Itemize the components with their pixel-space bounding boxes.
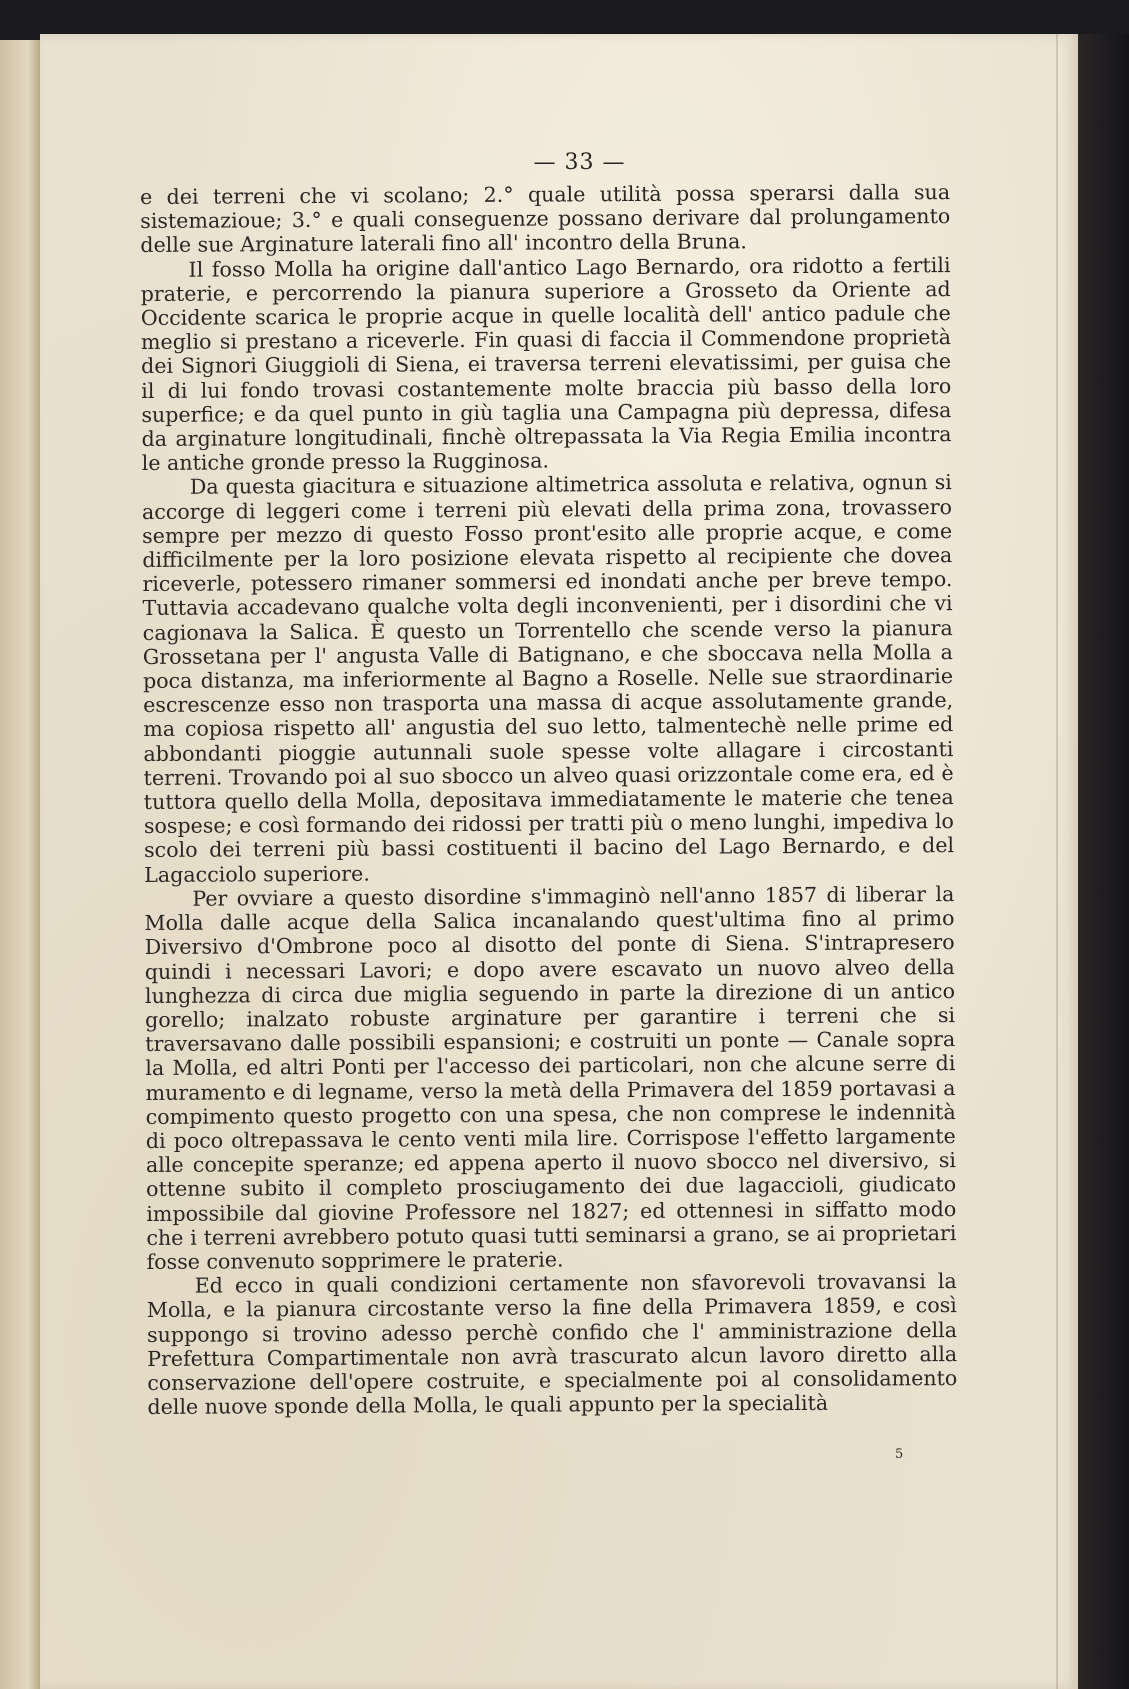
- paragraph-2: Il fosso Molla ha origine dall'antico Lago Bernardo, ora ridotto a fertili praterie, e percorrendo la pianura superiore a Grosseto da Oriente ad Occidente scarica le proprie acque in quelle località dell' antico padule che meglio si prestano a riceverle. Fin quasi di faccia il Commendone proprietà dei Signori Giuggioli di Siena, ei traversa terreni elevatissimi, per guisa che il di lui fondo trovasi costantemente molte braccia più basso della loro superfice; e da quel punto in giù taglia una Campagna più depressa, difesa da arginature longitudinali, finchè oltrepassata la Via Regia Emilia incontra le antiche gronde presso la Rugginosa.: [140, 252, 952, 476]
- page-fold-line: [1056, 34, 1058, 1689]
- page-number: — 33 —: [533, 150, 626, 175]
- background-margin: [1078, 34, 1129, 1689]
- paragraph-1: e dei terreni che vi scolano; 2.° quale utilità possa sperarsi dalla sua sistemazioue; 3.° e quali conseguenze possano derivare dal prolungamento delle sue Arginature laterali fino all' incontro della Bruna.: [140, 180, 951, 258]
- previous-page-edge: [0, 40, 40, 1689]
- signature-mark: 5: [895, 1447, 904, 1462]
- body-text: [140, 180, 958, 1419]
- paragraph-5: Ed ecco in quali condizioni certamente non sfavorevoli trovavansi la Molla, e la pianura circostante verso la fine della Primavera 1859, e così suppongo si trovino adesso perchè confido che l' amministrazione della Prefettura Compartimentale non avrà trascurato alcun lavoro diretto alla conservazione dell'opere costruite, e specialmente poi al consolidamento delle nuove sponde della Molla, le quali appunto per la specialità: [146, 1269, 958, 1420]
- paragraph-3: Da questa giacitura e situazione altimetrica assoluta e relativa, ognun si accorge di leggeri come i terreni più elevati della prima zona, trovassero sempre per mezzo di questo Fosso pront'esito alle proprie acque, e come difficilmente per la loro posizione elevata rispetto al recipiente che dovea riceverle, potessero rimaner sommersi ed inondati anche per breve tempo. Tuttavia accadevano qualche volta degli inconvenienti, per i disordini che vi cagionava la Salica. È questo un Torrentello che scende verso la pianura Grossetana per l' angusta Valle di Batignano, e che sboccava nella Molla a poca distanza, ma inferiormente al Bagno a Roselle. Nelle sue straordinarie escrescenze esso non trasporta una massa di acque assolutamente grande, ma copiosa rispetto all' angustia del suo letto, talmentechè nelle prime ed abbondanti pioggie autunnali suole spesse volte allagare i circostanti terreni. Trovando poi al suo sbocco un alveo quasi orizzontale come era, ed è tuttora quello della Molla, depositava immediatamente le materie che tenea sospese; e così formando dei ridossi per tratti più o meno lunghi, impediva lo scolo dei terreni più bassi costituenti il bacino del Lago Bernardo, e del Lagacciolo superiore.: [141, 470, 955, 887]
- paragraph-4: Per ovviare a questo disordine s'immaginò nell'anno 1857 di liberar la Molla dalle acque della Salica incanalando quest'ultima fino al primo Diversivo d'Ombrone poco al disotto del ponte di Siena. S'intrapresero quindi i necessari Lavori; e dopo avere escavato un nuovo alveo della lunghezza di circa due miglia seguendo in parte la direzione di un antico gorello; inalzato robuste arginature per garantire i terreni che si traversavano dalle possibili espansioni; e costruiti un ponte — Canale sopra la Molla, ed altri Ponti per l'accesso dei particolari, non che alcune serre di muramento e di legname, verso la metà della Primavera del 1859 portavasi a compimento questo progetto con una spesa, che non comprese le indennità di poco oltrepassava le cento venti mila lire. Corrispose l'effetto largamente alle concepite speranze; ed appena aperto il nuovo sbocco nel diversivo, si ottenne subito il completo prosciugamento dei due lagaccioli, giudicato impossibile dal giovine Professore nel 1827; ed ottennesi in siffatto modo che i terreni avrebbero potuto quasi tutti seminarsi a grano, se ai proprietari fosse convenuto sopprimere le praterie.: [144, 881, 957, 1274]
